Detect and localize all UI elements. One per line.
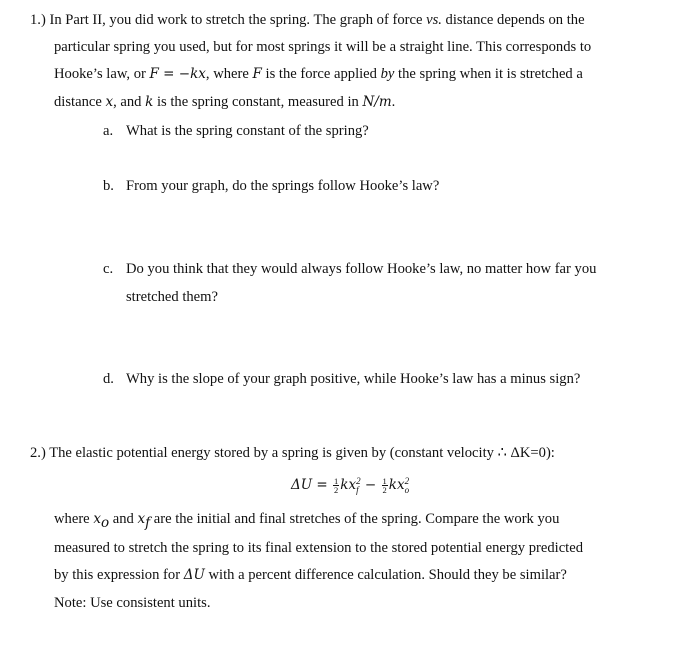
q1-line-1: 1.) In Part II, you did work to stretch the spring. The graph of force vs. distance depends on the bbox=[30, 12, 585, 28]
one-half-fraction: $\frac{1}{2}$ bbox=[334, 476, 339, 496]
sub-question-b: From your graph, do the springs follow Hooke’s law? bbox=[126, 178, 440, 194]
one-half-fraction-2: $\frac{1}{2}$ bbox=[382, 476, 387, 496]
sub-question-c-line-1: Do you think that they would always follow Hooke’s law, no matter how far you bbox=[126, 261, 597, 277]
potential-energy-equation: ΔU = $\frac{1}{2}$ kx 2 f − $\frac{1}{2}$ kx 2 o bbox=[291, 475, 410, 496]
q1-line-4: distance x, and k is the spring constant, measured in N/m. bbox=[54, 94, 396, 110]
sub-question-c-line-2: stretched them? bbox=[126, 289, 218, 305]
sub-question-d-marker: d. bbox=[103, 371, 114, 387]
sub-question-a: What is the spring constant of the spring? bbox=[126, 123, 369, 139]
unit-newton-per-meter: N/m bbox=[362, 94, 392, 110]
sub-question-b-marker: b. bbox=[103, 178, 114, 194]
q2-line-2: where $x_o$ and $x_f$ are the initial and final stretches of the spring. Compare the work you bbox=[54, 511, 560, 531]
q2-note: Note: Use consistent units. bbox=[54, 595, 211, 611]
sub-question-a-marker: a. bbox=[103, 123, 114, 139]
vs-text: vs. bbox=[426, 12, 442, 28]
q2-line-4: by this expression for ΔU with a percent difference calculation. Should they be similar? bbox=[54, 567, 567, 583]
q1-line-3: Hooke’s law, or F = −kx, where F is the force applied by the spring when it is stretched a bbox=[54, 66, 583, 82]
sub-question-c-marker: c. bbox=[103, 261, 114, 277]
q1-line-2: particular spring you used, but for most springs it will be a straight line. This corresponds to bbox=[54, 39, 592, 55]
hookes-law-formula: F = −kx bbox=[149, 66, 206, 82]
sub-question-d: Why is the slope of your graph positive, while Hooke’s law has a minus sign? bbox=[126, 371, 581, 387]
q2-line-1: 2.) The elastic potential energy stored by a spring is given by (constant velocity ∴ ΔK=0): bbox=[30, 445, 555, 461]
q2-line-3: measured to stretch the spring to its final extension to the stored potential energy predicted bbox=[54, 540, 584, 556]
